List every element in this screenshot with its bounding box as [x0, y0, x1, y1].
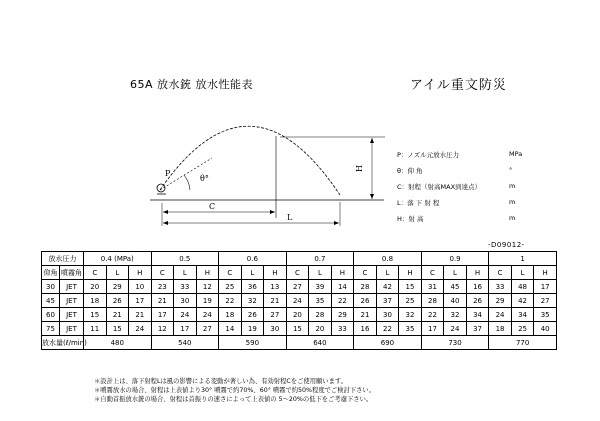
value-cell: 28	[421, 294, 444, 308]
sub-header-cell: C	[489, 266, 512, 280]
value-cell: 11	[84, 322, 107, 336]
value-cell: 18	[219, 308, 242, 322]
pressure-header: 0.9	[421, 252, 489, 266]
value-cell: 17	[129, 294, 152, 308]
legend-item: H：射 高 m	[397, 214, 516, 223]
sub-header-cell: L	[511, 266, 534, 280]
pressure-header: 1	[489, 252, 557, 266]
label-c: C	[209, 202, 216, 211]
pressure-label: 放水圧力	[42, 252, 84, 266]
value-cell: 32	[399, 308, 422, 322]
value-cell: 14	[331, 280, 354, 294]
flow-label: 放水量(ℓ/min)	[42, 336, 84, 350]
value-cell: 28	[354, 280, 377, 294]
sub-header-cell: H	[534, 266, 557, 280]
angle-cell: 30	[42, 280, 60, 294]
c-arrow-right-icon	[270, 210, 275, 214]
value-cell: 27	[264, 308, 287, 322]
sub-header-cell: L	[241, 266, 264, 280]
value-cell: 24	[174, 308, 197, 322]
value-cell: 34	[466, 308, 489, 322]
value-cell: 16	[354, 322, 377, 336]
legend-item: P：ノズル元放水圧力 MPa	[397, 150, 523, 159]
value-cell: 29	[106, 280, 129, 294]
value-cell: 18	[84, 294, 107, 308]
value-cell: 35	[309, 294, 332, 308]
legend-item: L：落 下 射 程 m	[397, 198, 516, 207]
sub-header-cell: C	[219, 266, 242, 280]
pressure-header: 0.4 (MPa)	[84, 252, 152, 266]
table-row	[42, 308, 557, 322]
label-h: H	[355, 165, 364, 172]
value-cell: 48	[511, 280, 534, 294]
value-cell: 32	[444, 308, 467, 322]
value-cell: 17	[534, 280, 557, 294]
legend-item: C：射程（射高MAX到達点） m	[397, 182, 516, 191]
sub-header-cell: C	[151, 266, 174, 280]
value-cell: 29	[489, 294, 512, 308]
value-cell: 20	[84, 280, 107, 294]
value-cell: 20	[309, 322, 332, 336]
trajectory-curve	[160, 126, 340, 195]
sub-header-cell: L	[376, 266, 399, 280]
value-cell: 17	[174, 322, 197, 336]
sub-header-cell: C	[421, 266, 444, 280]
value-cell: 27	[196, 322, 219, 336]
flow-row	[42, 336, 557, 350]
table-row	[42, 294, 557, 308]
value-cell: 34	[511, 308, 534, 322]
value-cell: 30	[174, 294, 197, 308]
table-body	[42, 252, 557, 350]
pattern-label: 噴霧角	[60, 266, 84, 280]
sub-header-cell: H	[331, 266, 354, 280]
pattern-cell: JET	[60, 308, 84, 322]
pressure-header: 0.7	[286, 252, 354, 266]
value-cell: 14	[219, 322, 242, 336]
flow-cell: 730	[421, 336, 489, 350]
value-cell: 21	[354, 308, 377, 322]
value-cell: 25	[399, 294, 422, 308]
value-cell: 15	[84, 308, 107, 322]
h-arrow-bottom-icon	[370, 194, 374, 199]
sub-header-cell: L	[174, 266, 197, 280]
pattern-cell: JET	[60, 280, 84, 294]
performance-table	[41, 251, 557, 350]
value-cell: 42	[376, 280, 399, 294]
value-cell: 21	[129, 308, 152, 322]
value-cell: 26	[241, 308, 264, 322]
sub-header-cell: H	[196, 266, 219, 280]
value-cell: 33	[489, 280, 512, 294]
value-cell: 24	[444, 322, 467, 336]
notes	[94, 377, 524, 404]
flow-cell: 480	[84, 336, 152, 350]
value-cell: 33	[331, 322, 354, 336]
value-cell: 36	[241, 280, 264, 294]
value-cell: 22	[219, 294, 242, 308]
value-cell: 26	[106, 294, 129, 308]
value-cell: 30	[376, 308, 399, 322]
value-cell: 10	[129, 280, 152, 294]
value-cell: 25	[511, 322, 534, 336]
value-cell: 35	[399, 322, 422, 336]
value-cell: 42	[511, 294, 534, 308]
value-cell: 21	[106, 308, 129, 322]
table-row	[42, 280, 557, 294]
sub-header-cell: H	[399, 266, 422, 280]
symbol-legend	[397, 150, 557, 230]
sub-header-cell: C	[84, 266, 107, 280]
value-cell: 20	[286, 308, 309, 322]
value-cell: 40	[534, 322, 557, 336]
note-line: ＊噴霧放水の場合、射程は上表値より30° 噴霧で約70%、60° 噴霧で約50%程度でご検討下さい。	[94, 387, 376, 394]
sub-header-cell: L	[444, 266, 467, 280]
value-cell: 32	[241, 294, 264, 308]
value-cell: 19	[196, 294, 219, 308]
sub-header-cell: H	[129, 266, 152, 280]
legend-item: θ：仰 角 °	[397, 166, 513, 175]
value-cell: 25	[219, 280, 242, 294]
sub-header-cell: L	[309, 266, 332, 280]
pressure-header: 0.8	[354, 252, 422, 266]
angle-cell: 60	[42, 308, 60, 322]
value-cell: 31	[421, 280, 444, 294]
value-cell: 28	[309, 308, 332, 322]
flow-cell: 690	[354, 336, 422, 350]
value-cell: 24	[129, 322, 152, 336]
flow-cell: 770	[489, 336, 557, 350]
label-p: P	[165, 169, 171, 178]
note-line: ＊設計上は、落下射程Lは風の影響による変動が著しい為、有効射程Cをご使用願います。	[94, 378, 347, 385]
value-cell: 39	[309, 280, 332, 294]
pattern-cell: JET	[60, 322, 84, 336]
value-cell: 12	[151, 322, 174, 336]
sub-header-cell: H	[466, 266, 489, 280]
label-theta: θ°	[200, 174, 209, 183]
pressure-header: 0.5	[151, 252, 219, 266]
value-cell: 22	[331, 294, 354, 308]
value-cell: 33	[174, 280, 197, 294]
flow-cell: 540	[151, 336, 219, 350]
angle-label: 仰角	[42, 266, 60, 280]
value-cell: 27	[534, 294, 557, 308]
value-cell: 17	[151, 308, 174, 322]
company-name: アイル重文防災	[410, 78, 507, 93]
value-cell: 15	[286, 322, 309, 336]
value-cell: 17	[421, 322, 444, 336]
value-cell: 21	[151, 294, 174, 308]
value-cell: 37	[466, 322, 489, 336]
value-cell: 37	[376, 294, 399, 308]
value-cell: 35	[534, 308, 557, 322]
angle-cell: 75	[42, 322, 60, 336]
value-cell: 24	[196, 308, 219, 322]
l-arrow-left-icon	[163, 221, 168, 225]
value-cell: 12	[196, 280, 219, 294]
note-line: ＊自動首振放水銃の場合、射程は首振りの速さによって上表値の 5〜20%の低下をご考慮下さい。	[94, 396, 373, 403]
value-cell: 22	[421, 308, 444, 322]
value-cell: 27	[286, 280, 309, 294]
sub-header-cell: L	[106, 266, 129, 280]
l-arrow-right-icon	[334, 221, 339, 225]
sub-header-row	[42, 266, 557, 280]
value-cell: 19	[241, 322, 264, 336]
value-cell: 18	[489, 322, 512, 336]
value-cell: 16	[466, 280, 489, 294]
sub-header-cell: C	[286, 266, 309, 280]
value-cell: 26	[354, 294, 377, 308]
value-cell: 29	[331, 308, 354, 322]
flow-cell: 640	[286, 336, 354, 350]
pressure-header: 0.6	[219, 252, 287, 266]
value-cell: 45	[444, 280, 467, 294]
sub-header-cell: H	[264, 266, 287, 280]
page-title: 65A 放水銃 放水性能表	[130, 78, 254, 91]
value-cell: 30	[264, 322, 287, 336]
value-cell: 15	[399, 280, 422, 294]
value-cell: 26	[466, 294, 489, 308]
pressure-header-row	[42, 252, 557, 266]
value-cell: 24	[489, 308, 512, 322]
label-l: L	[287, 213, 293, 222]
value-cell: 24	[286, 294, 309, 308]
angle-cell: 45	[42, 294, 60, 308]
pattern-cell: JET	[60, 294, 84, 308]
value-cell: 15	[106, 322, 129, 336]
document-code: -D09012-	[488, 241, 525, 249]
table-row	[42, 322, 557, 336]
c-arrow-left-icon	[163, 210, 168, 214]
value-cell: 23	[151, 280, 174, 294]
value-cell: 40	[444, 294, 467, 308]
sub-header-cell: C	[354, 266, 377, 280]
flow-cell: 590	[219, 336, 287, 350]
value-cell: 21	[264, 294, 287, 308]
h-arrow-top-icon	[370, 138, 374, 143]
value-cell: 13	[264, 280, 287, 294]
angle-arc	[184, 175, 190, 190]
value-cell: 22	[376, 322, 399, 336]
